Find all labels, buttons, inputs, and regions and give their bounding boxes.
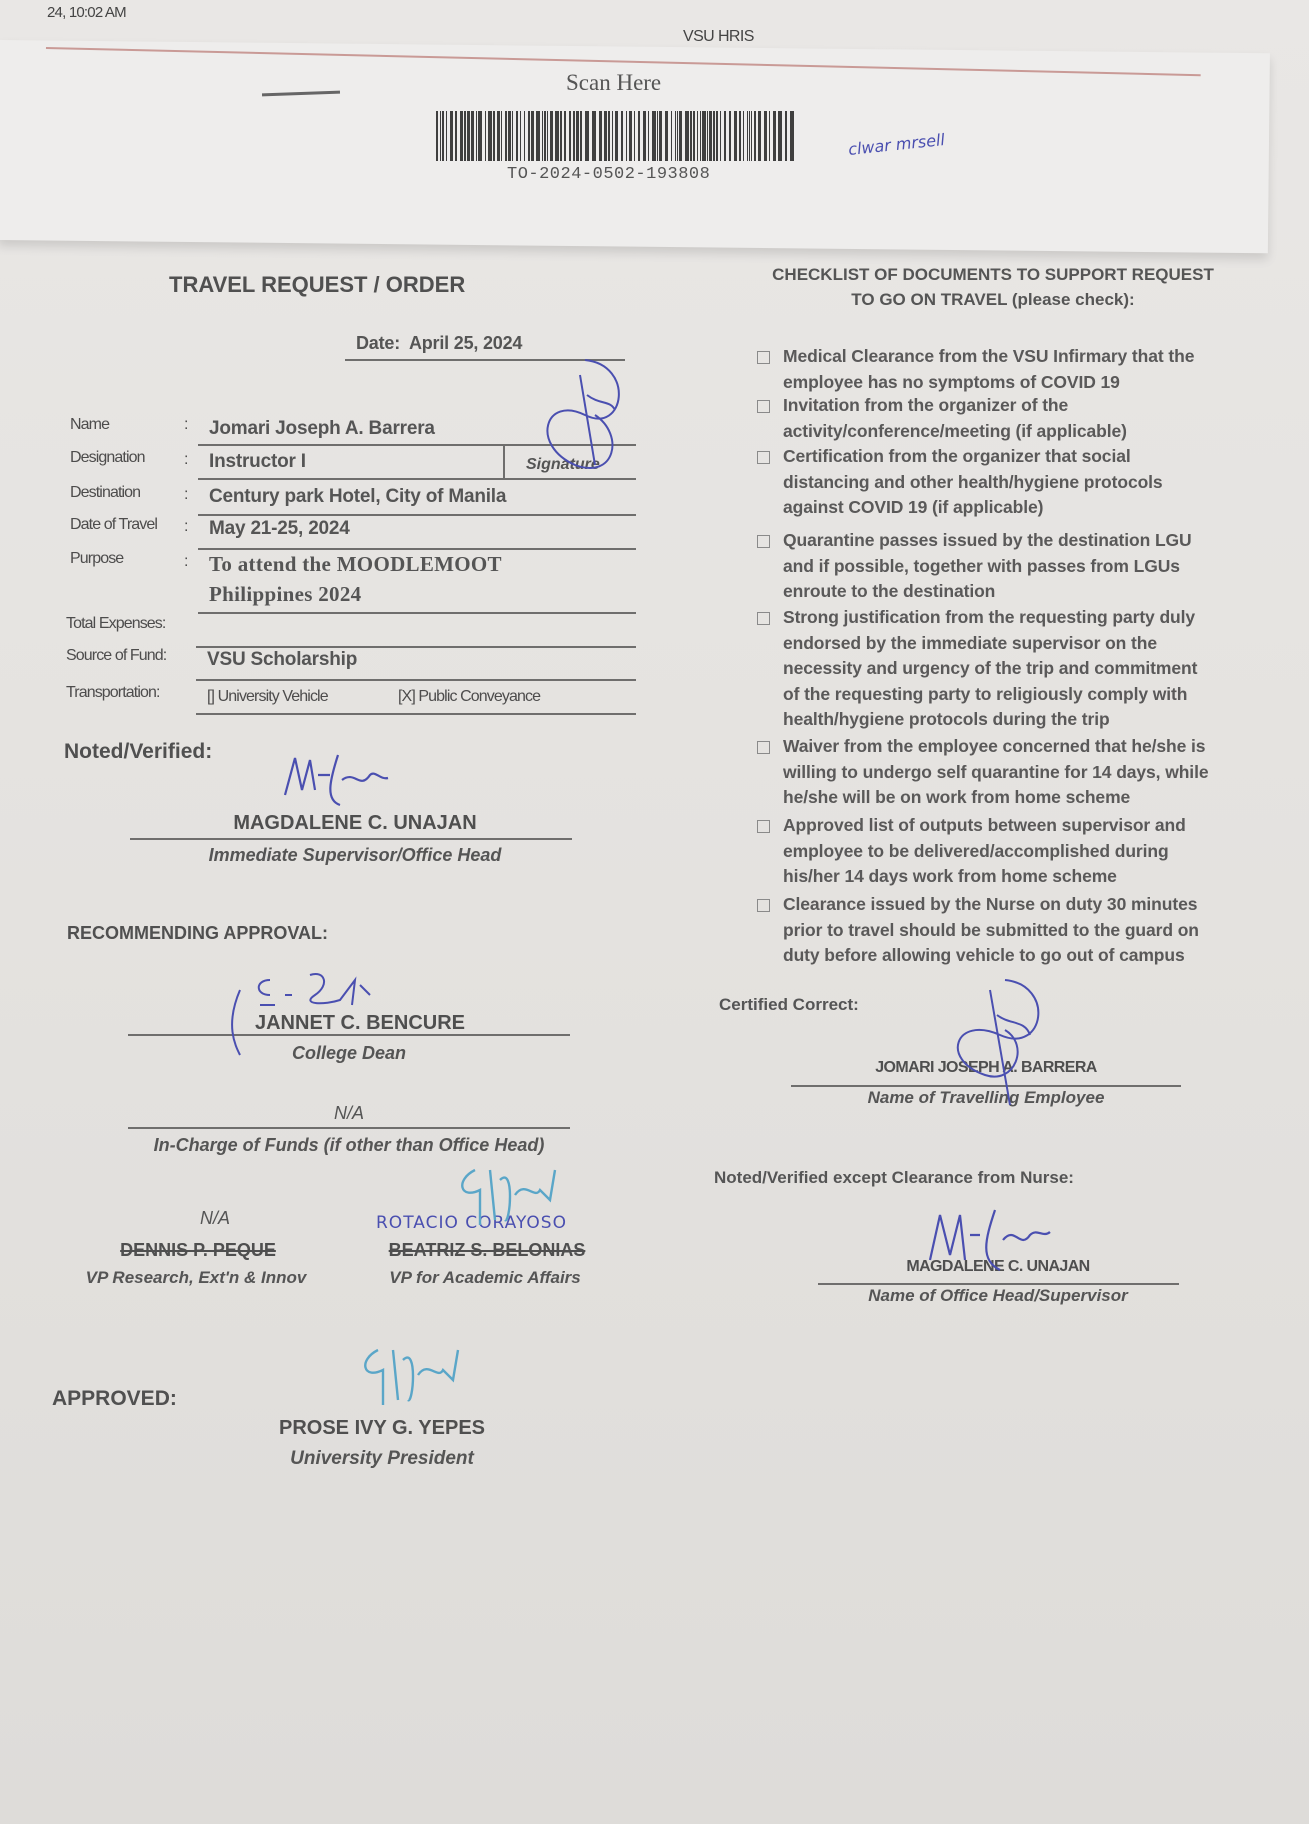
barcode-bar <box>638 111 640 161</box>
checklist-item-line: he/she will be on work from home scheme <box>783 787 1131 807</box>
barcode-bar <box>564 111 566 161</box>
vp-academic-name: BEATRIZ S. BELONIAS <box>388 1240 586 1260</box>
checklist-item <box>783 605 1197 733</box>
transportation-underline <box>196 713 636 715</box>
barcode-bar <box>677 111 678 161</box>
checklist-item-line: Clearance issued by the Nurse on duty 30 minutes <box>783 894 1198 914</box>
barcode-bar <box>544 111 546 161</box>
total-expenses-label: Total Expenses: <box>66 615 166 632</box>
checklist-checkbox[interactable] <box>757 741 770 754</box>
print-system-name: VSU HRIS <box>683 28 754 45</box>
barcode-bar <box>671 111 672 161</box>
president-signature <box>358 1340 478 1410</box>
signature-label: Signature <box>526 456 600 473</box>
checklist-item-line: and if possible, together with passes from LGUs <box>783 555 1180 576</box>
barcode-bar <box>716 111 718 161</box>
barcode-bar <box>652 111 656 161</box>
checklist-item-line: employee to be delivered/accomplished during <box>783 840 1169 861</box>
barcode-bar <box>585 111 589 161</box>
barcode-bar <box>501 111 502 161</box>
date-of-travel-underline <box>198 548 636 550</box>
source-of-fund-underline <box>196 679 636 681</box>
barcode-bar <box>524 111 525 161</box>
funds-role: In-Charge of Funds (if other than Office Head) <box>153 1135 545 1155</box>
barcode-bar <box>709 111 712 161</box>
transportation-label: Transportation: <box>66 684 160 701</box>
barcode-bar <box>493 111 495 161</box>
checklist-item-line: against COVID 19 (if applicable) <box>783 497 1044 517</box>
checklist-item-line: duty before allowing vehicle to go out of campus <box>783 945 1185 965</box>
barcode-bar <box>702 111 706 161</box>
barcode-bar <box>634 111 635 161</box>
checklist-item-line: distancing and other health/hygiene protocols <box>783 471 1163 492</box>
dean-name: JANNET C. BENCURE <box>254 1012 466 1034</box>
barcode-bar <box>512 111 513 161</box>
barcode-bar <box>505 111 507 161</box>
print-timestamp: 24, 10:02 AM <box>47 4 126 21</box>
vp-research-role: VP Research, Ext'n & Innov <box>85 1268 307 1287</box>
supervisor-signature <box>280 750 390 810</box>
checklist-checkbox[interactable] <box>757 899 770 912</box>
barcode-bar <box>754 111 756 161</box>
destination-colon: : <box>184 486 188 503</box>
applicant-signature <box>525 355 635 485</box>
dean-signature <box>230 965 430 1055</box>
barcode-bar <box>675 111 676 161</box>
checklist-item-line: Medical Clearance from the VSU Infirmary that the <box>783 346 1195 366</box>
barcode-bar <box>615 111 618 161</box>
barcode-bar <box>629 111 632 161</box>
noted-except-heading: Noted/Verified except Clearance from Nurse: <box>714 1168 1074 1187</box>
checklist-heading-line2: TO GO ON TRAVEL (please check): <box>851 290 1135 309</box>
barcode-bar <box>573 111 575 161</box>
barcode-bar <box>700 111 701 161</box>
source-of-fund-value: VSU Scholarship <box>207 649 358 670</box>
barcode-bar <box>488 111 492 161</box>
date-field <box>356 333 522 354</box>
vp-research-value: N/A <box>199 1208 231 1228</box>
barcode-bar <box>550 111 553 161</box>
option-university-vehicle: [] University Vehicle <box>207 688 328 705</box>
scan-here-label: Scan Here <box>566 70 662 95</box>
checklist-item <box>783 393 1127 444</box>
barcode[interactable] <box>436 111 803 161</box>
funds-line <box>128 1127 570 1129</box>
name-label: Name <box>70 416 110 433</box>
barcode-bar <box>724 111 726 161</box>
barcode-bar <box>778 111 782 161</box>
barcode-bar <box>516 111 518 161</box>
vp-academic-signature <box>455 1160 575 1230</box>
office-head-line <box>818 1283 1179 1285</box>
form-title: TRAVEL REQUEST / ORDER <box>169 272 466 297</box>
barcode-bar <box>679 111 682 161</box>
checklist-item <box>783 528 1192 605</box>
purpose-underline <box>198 612 636 614</box>
barcode-bar <box>576 111 579 161</box>
signature-box-divider <box>503 446 505 478</box>
barcode-bar <box>599 111 602 161</box>
barcode-bar <box>769 111 770 161</box>
date-of-travel-colon: : <box>184 518 188 535</box>
checklist-item-line: Invitation from the organizer of the <box>783 395 1069 415</box>
barcode-bar <box>485 111 486 161</box>
president-role: University President <box>290 1448 474 1469</box>
checklist-item <box>783 444 1163 521</box>
barcode-bar <box>751 111 752 161</box>
checklist-checkbox[interactable] <box>757 451 770 464</box>
barcode-bar <box>685 111 689 161</box>
checklist-checkbox[interactable] <box>757 351 770 364</box>
checklist-item <box>783 813 1186 890</box>
travelling-employee-role: Name of Travelling Employee <box>867 1088 1105 1107</box>
barcode-bar <box>707 111 708 161</box>
barcode-bar <box>758 111 761 161</box>
barcode-bar <box>659 111 662 161</box>
purpose-colon: : <box>184 553 188 570</box>
barcode-bar <box>648 111 649 161</box>
barcode-bar <box>440 111 441 161</box>
checklist-heading-line1: CHECKLIST OF DOCUMENTS TO SUPPORT REQUEST <box>772 265 1214 284</box>
checklist-checkbox[interactable] <box>757 820 770 833</box>
noted-verified-heading: Noted/Verified: <box>64 740 213 763</box>
travelling-employee-name: JOMARI JOSEPH A. BARRERA <box>875 1059 1097 1076</box>
checklist-item <box>783 734 1208 811</box>
barcode-bar <box>508 111 511 161</box>
barcode-bar <box>729 111 731 161</box>
barcode-bar <box>471 111 474 161</box>
purpose-label: Purpose <box>70 550 124 567</box>
checklist-item-line: Waiver from the employee concerned that he/she is <box>783 736 1206 756</box>
recommending-heading: RECOMMENDING APPROVAL: <box>67 923 328 943</box>
barcode-bar <box>657 111 658 161</box>
purpose-value-line1: To attend the MOODLEMOOT <box>209 552 502 576</box>
supervisor-line <box>130 838 572 840</box>
date-label: Date: <box>356 333 401 353</box>
destination-value: Century park Hotel, City of Manila <box>209 486 507 507</box>
checklist-item-line: Certification from the organizer that social <box>783 446 1131 466</box>
employee-certified-signature <box>935 975 1055 1115</box>
barcode-bar <box>764 111 767 161</box>
barcode-bar <box>713 111 715 161</box>
date-of-travel-label: Date of Travel <box>70 516 158 533</box>
checklist-item-line: activity/conference/meeting (if applicable) <box>783 420 1127 441</box>
checklist-item-line: prior to travel should be submitted to the guard on <box>783 919 1199 940</box>
barcode-bar <box>592 111 596 161</box>
barcode-bar <box>621 111 623 161</box>
option-public-conveyance: [X] Public Conveyance <box>398 688 541 705</box>
barcode-bar <box>497 111 500 161</box>
supervisor-name: MAGDALENE C. UNAJAN <box>233 812 477 834</box>
barcode-bar <box>476 111 477 161</box>
barcode-bar <box>747 111 748 161</box>
checklist-item-line: endorsed by the immediate supervisor on the <box>783 632 1157 653</box>
name-colon: : <box>184 416 188 433</box>
checklist-item-line: enroute to the destination <box>783 581 996 601</box>
checklist-item-line: his/her 14 days work from home scheme <box>783 866 1117 886</box>
barcode-bar <box>560 111 562 161</box>
designation-colon: : <box>184 451 188 468</box>
barcode-bar <box>520 111 521 161</box>
president-name: PROSE IVY G. YEPES <box>278 1417 486 1439</box>
barcode-bar <box>580 111 582 161</box>
checklist-item <box>783 892 1199 969</box>
barcode-bar <box>542 111 543 161</box>
supervisor-role: Immediate Supervisor/Office Head <box>208 845 502 865</box>
barcode-bar <box>749 111 750 161</box>
barcode-bar <box>555 111 559 161</box>
checklist-checkbox[interactable] <box>757 400 770 413</box>
checklist-item-line: of the requesting party to religiously comply with <box>783 683 1188 704</box>
checklist-item-line: health/hygiene protocols during the trip <box>783 709 1110 729</box>
barcode-bar <box>734 111 737 161</box>
checklist-item-line: Quarantine passes issued by the destination LGU <box>783 530 1192 550</box>
dean-role: College Dean <box>291 1043 407 1063</box>
date-of-travel-value: May 21-25, 2024 <box>209 518 350 539</box>
barcode-bar <box>790 111 794 161</box>
barcode-bar <box>697 111 698 161</box>
destination-label: Destination <box>70 484 141 501</box>
checklist-item-line: Strong justification from the requesting party duly <box>783 607 1196 627</box>
barcode-bar <box>626 111 627 161</box>
barcode-bar <box>643 111 646 161</box>
barcode-bar <box>436 111 438 161</box>
barcode-bar <box>690 111 692 161</box>
certified-correct-heading: Certified Correct: <box>719 995 859 1014</box>
name-value: Jomari Joseph A. Barrera <box>209 418 435 439</box>
checklist-item-line: employee has no symptoms of COVID 19 <box>783 371 1120 392</box>
office-head-signature <box>925 1200 1055 1280</box>
barcode-bar <box>612 111 613 161</box>
destination-underline <box>198 514 636 516</box>
checklist-item-line: necessity and urgency of the trip and commitment <box>783 658 1198 678</box>
barcode-bar <box>693 111 695 161</box>
barcode-bar <box>665 111 668 161</box>
funds-value: N/A <box>333 1103 365 1123</box>
barcode-bar <box>464 111 466 161</box>
barcode-bar <box>547 111 548 161</box>
approved-heading: APPROVED: <box>52 1387 177 1410</box>
purpose-value-line2: Philippines 2024 <box>209 582 362 606</box>
barcode-bar <box>455 111 457 161</box>
handwritten-note: clwar mrsell <box>847 129 946 160</box>
total-expenses-underline <box>196 646 636 648</box>
vp-research-name: DENNIS P. PEQUE <box>120 1240 276 1260</box>
designation-label: Designation <box>70 449 145 466</box>
checklist-checkbox[interactable] <box>757 535 770 548</box>
barcode-bar <box>450 111 453 161</box>
barcode-bar <box>446 111 447 161</box>
barcode-bar <box>739 111 741 161</box>
vp-academic-role: VP for Academic Affairs <box>389 1268 581 1287</box>
vp-academic-oic-handwritten: ROTACIO CORAYOSO <box>376 1213 567 1233</box>
barcode-bar <box>536 111 540 161</box>
source-of-fund-label: Source of Fund: <box>66 647 167 664</box>
checklist-item <box>783 344 1194 395</box>
barcode-bar <box>478 111 482 161</box>
barcode-bar <box>743 111 744 161</box>
barcode-bar <box>608 111 610 161</box>
office-head-name: MAGDALENE C. UNAJAN <box>906 1258 1090 1275</box>
designation-value: Instructor I <box>209 451 306 472</box>
office-head-role: Name of Office Head/Supervisor <box>868 1286 1128 1305</box>
checklist-checkbox[interactable] <box>757 612 770 625</box>
checklist-item-line: willing to undergo self quarantine for 14 days, while <box>783 761 1209 782</box>
barcode-bar <box>785 111 787 161</box>
barcode-bar <box>442 111 444 161</box>
barcode-number: TO-2024-0502-193808 <box>507 165 711 184</box>
barcode-bar <box>604 111 607 161</box>
barcode-bar <box>720 111 721 161</box>
barcode-bar <box>460 111 463 161</box>
checklist-item-line: Approved list of outputs between supervisor and <box>783 815 1186 835</box>
barcode-bar <box>467 111 470 161</box>
barcode-bar <box>528 111 530 161</box>
date-value: April 25, 2024 <box>408 333 523 353</box>
barcode-bar <box>773 111 776 161</box>
barcode-bar <box>531 111 534 161</box>
barcode-bar <box>569 111 571 161</box>
